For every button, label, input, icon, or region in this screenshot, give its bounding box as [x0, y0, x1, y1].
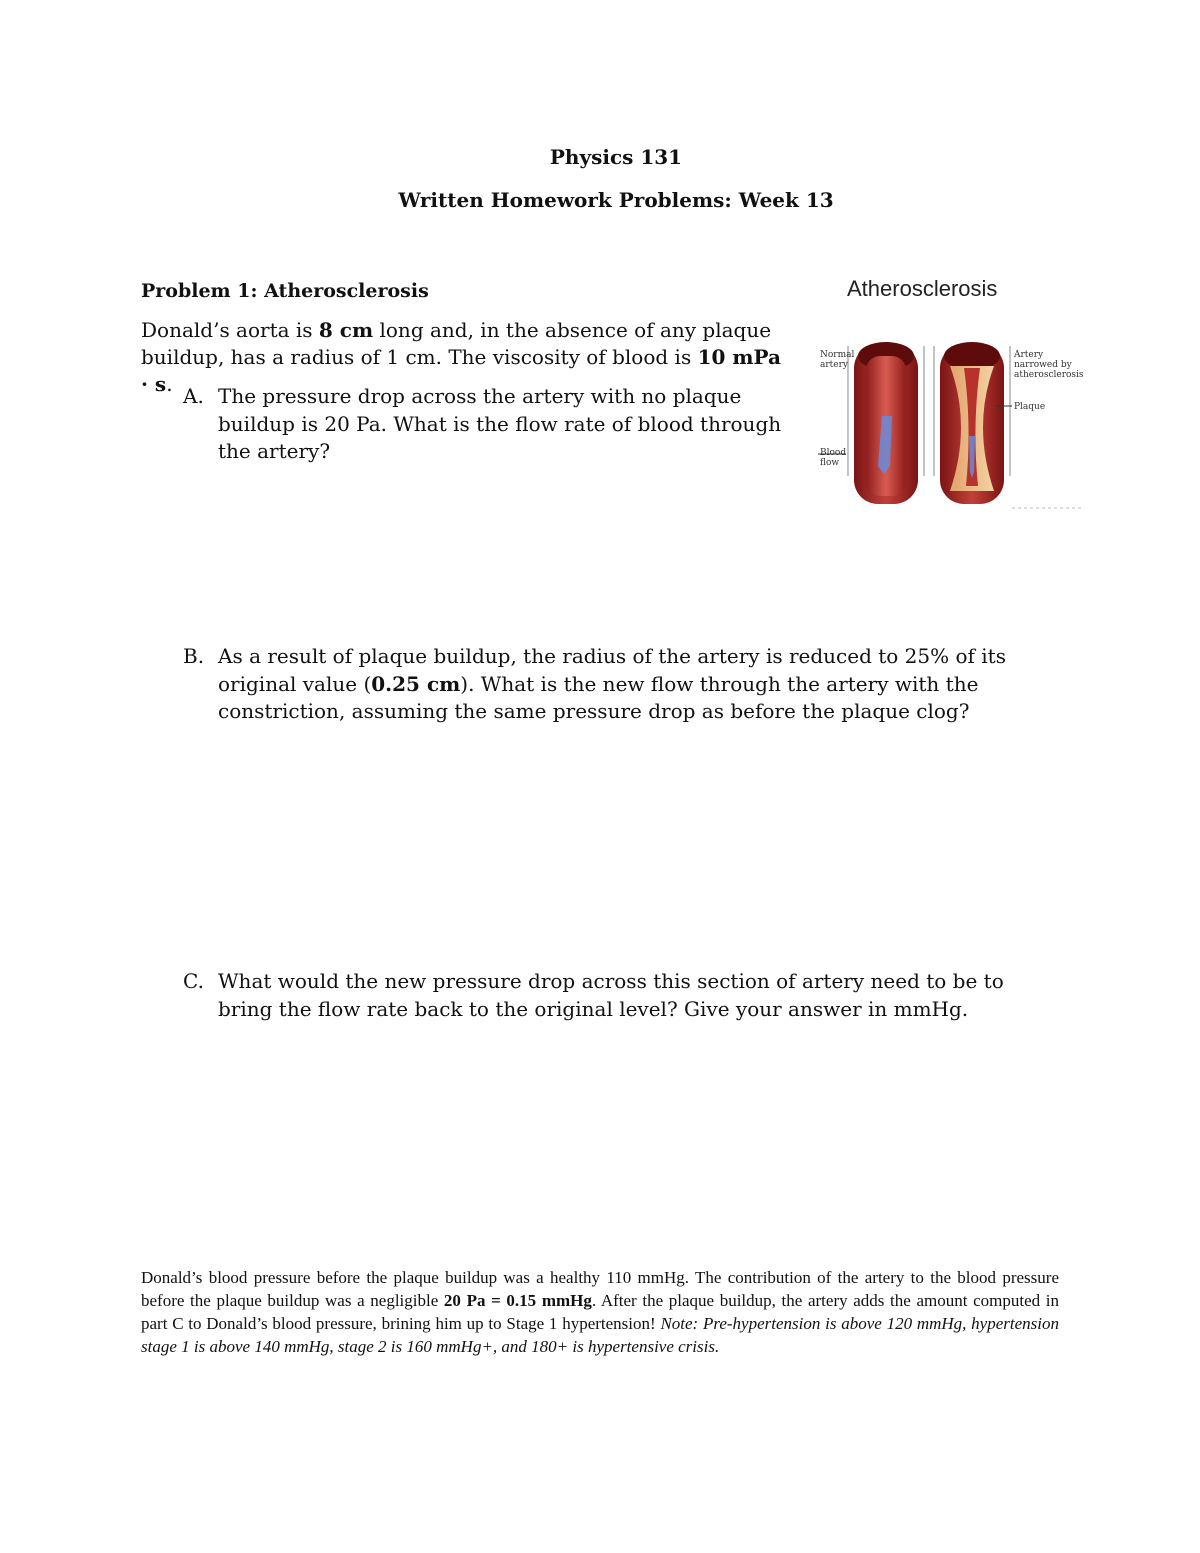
atherosclerosis-figure	[812, 276, 1084, 516]
aorta-length: 8 cm	[318, 318, 374, 342]
label-plaque: Plaque	[1014, 402, 1046, 412]
question-c-text: What would the new pressure drop across this section of artery need to be to bring the flow rate back to the original level? Give your answer in mmHg.	[218, 969, 1004, 1021]
artery-illustration	[812, 276, 1084, 516]
note-italic: Note: Pre-hypertension is above 120 mmHg, hypertension stage 1 is above 140 mmHg, stage 2 is 160 mmHg+, and 180+ is hypertensive crisis.	[141, 1314, 1059, 1356]
question-b-letter: B.	[183, 644, 205, 668]
normal-artery	[848, 342, 924, 504]
assignment-subtitle: Written Homework Problems: Week 13	[398, 188, 834, 212]
question-a-text: The pressure drop across the artery with no plaque buildup is 20 Pa. What is the flow rate of blood through the artery?	[218, 384, 782, 463]
label-normal-artery: Normal artery	[820, 350, 855, 370]
question-b-text	[218, 643, 1068, 726]
note-text-2: . After the plaque buildup, the artery adds the amount computed in part C to Donald’s blood pressure, brining him up to Stage 1 hypertension!	[141, 1291, 1059, 1333]
reduced-radius: 0.25 cm	[371, 671, 461, 696]
label-narrowed-artery: Artery narrowed by atherosclerosis	[1014, 350, 1084, 380]
narrowed-artery	[934, 342, 1010, 504]
note-text-1: Donald’s blood pressure before the plaque buildup was a healthy 110 mmHg. The contribution of the artery to the blood pressure before the plaque buildup was a negligible	[141, 1268, 1059, 1310]
intro-text-1: Donald’s aorta is	[141, 318, 319, 342]
blood-viscosity: 10 mPa · s	[141, 345, 781, 396]
question-b-text-2: ). What is the new flow through the artery with the constriction, assuming the same pressure drop as before the plaque clog?	[218, 671, 979, 723]
problem-heading: Problem 1: Atherosclerosis	[141, 280, 429, 302]
intro-text-3: .	[166, 372, 173, 396]
blood-pressure-note	[141, 1266, 1059, 1358]
question-c-letter: C.	[183, 969, 204, 993]
question-b-text-1: As a result of plaque buildup, the radius of the artery is reduced to 25% of its original value (	[218, 644, 1006, 696]
question-a-letter: A.	[183, 384, 204, 408]
course-title: Physics 131	[549, 145, 683, 169]
figure-title: Atherosclerosis	[847, 276, 998, 301]
label-blood-flow: Blood flow	[820, 448, 847, 468]
intro-text-2: long and, in the absence of any plaque buildup, has a radius of 1 cm. The viscosity of blood is	[141, 318, 772, 369]
pressure-conversion: 20 Pa = 0.15 mmHg	[443, 1291, 592, 1310]
